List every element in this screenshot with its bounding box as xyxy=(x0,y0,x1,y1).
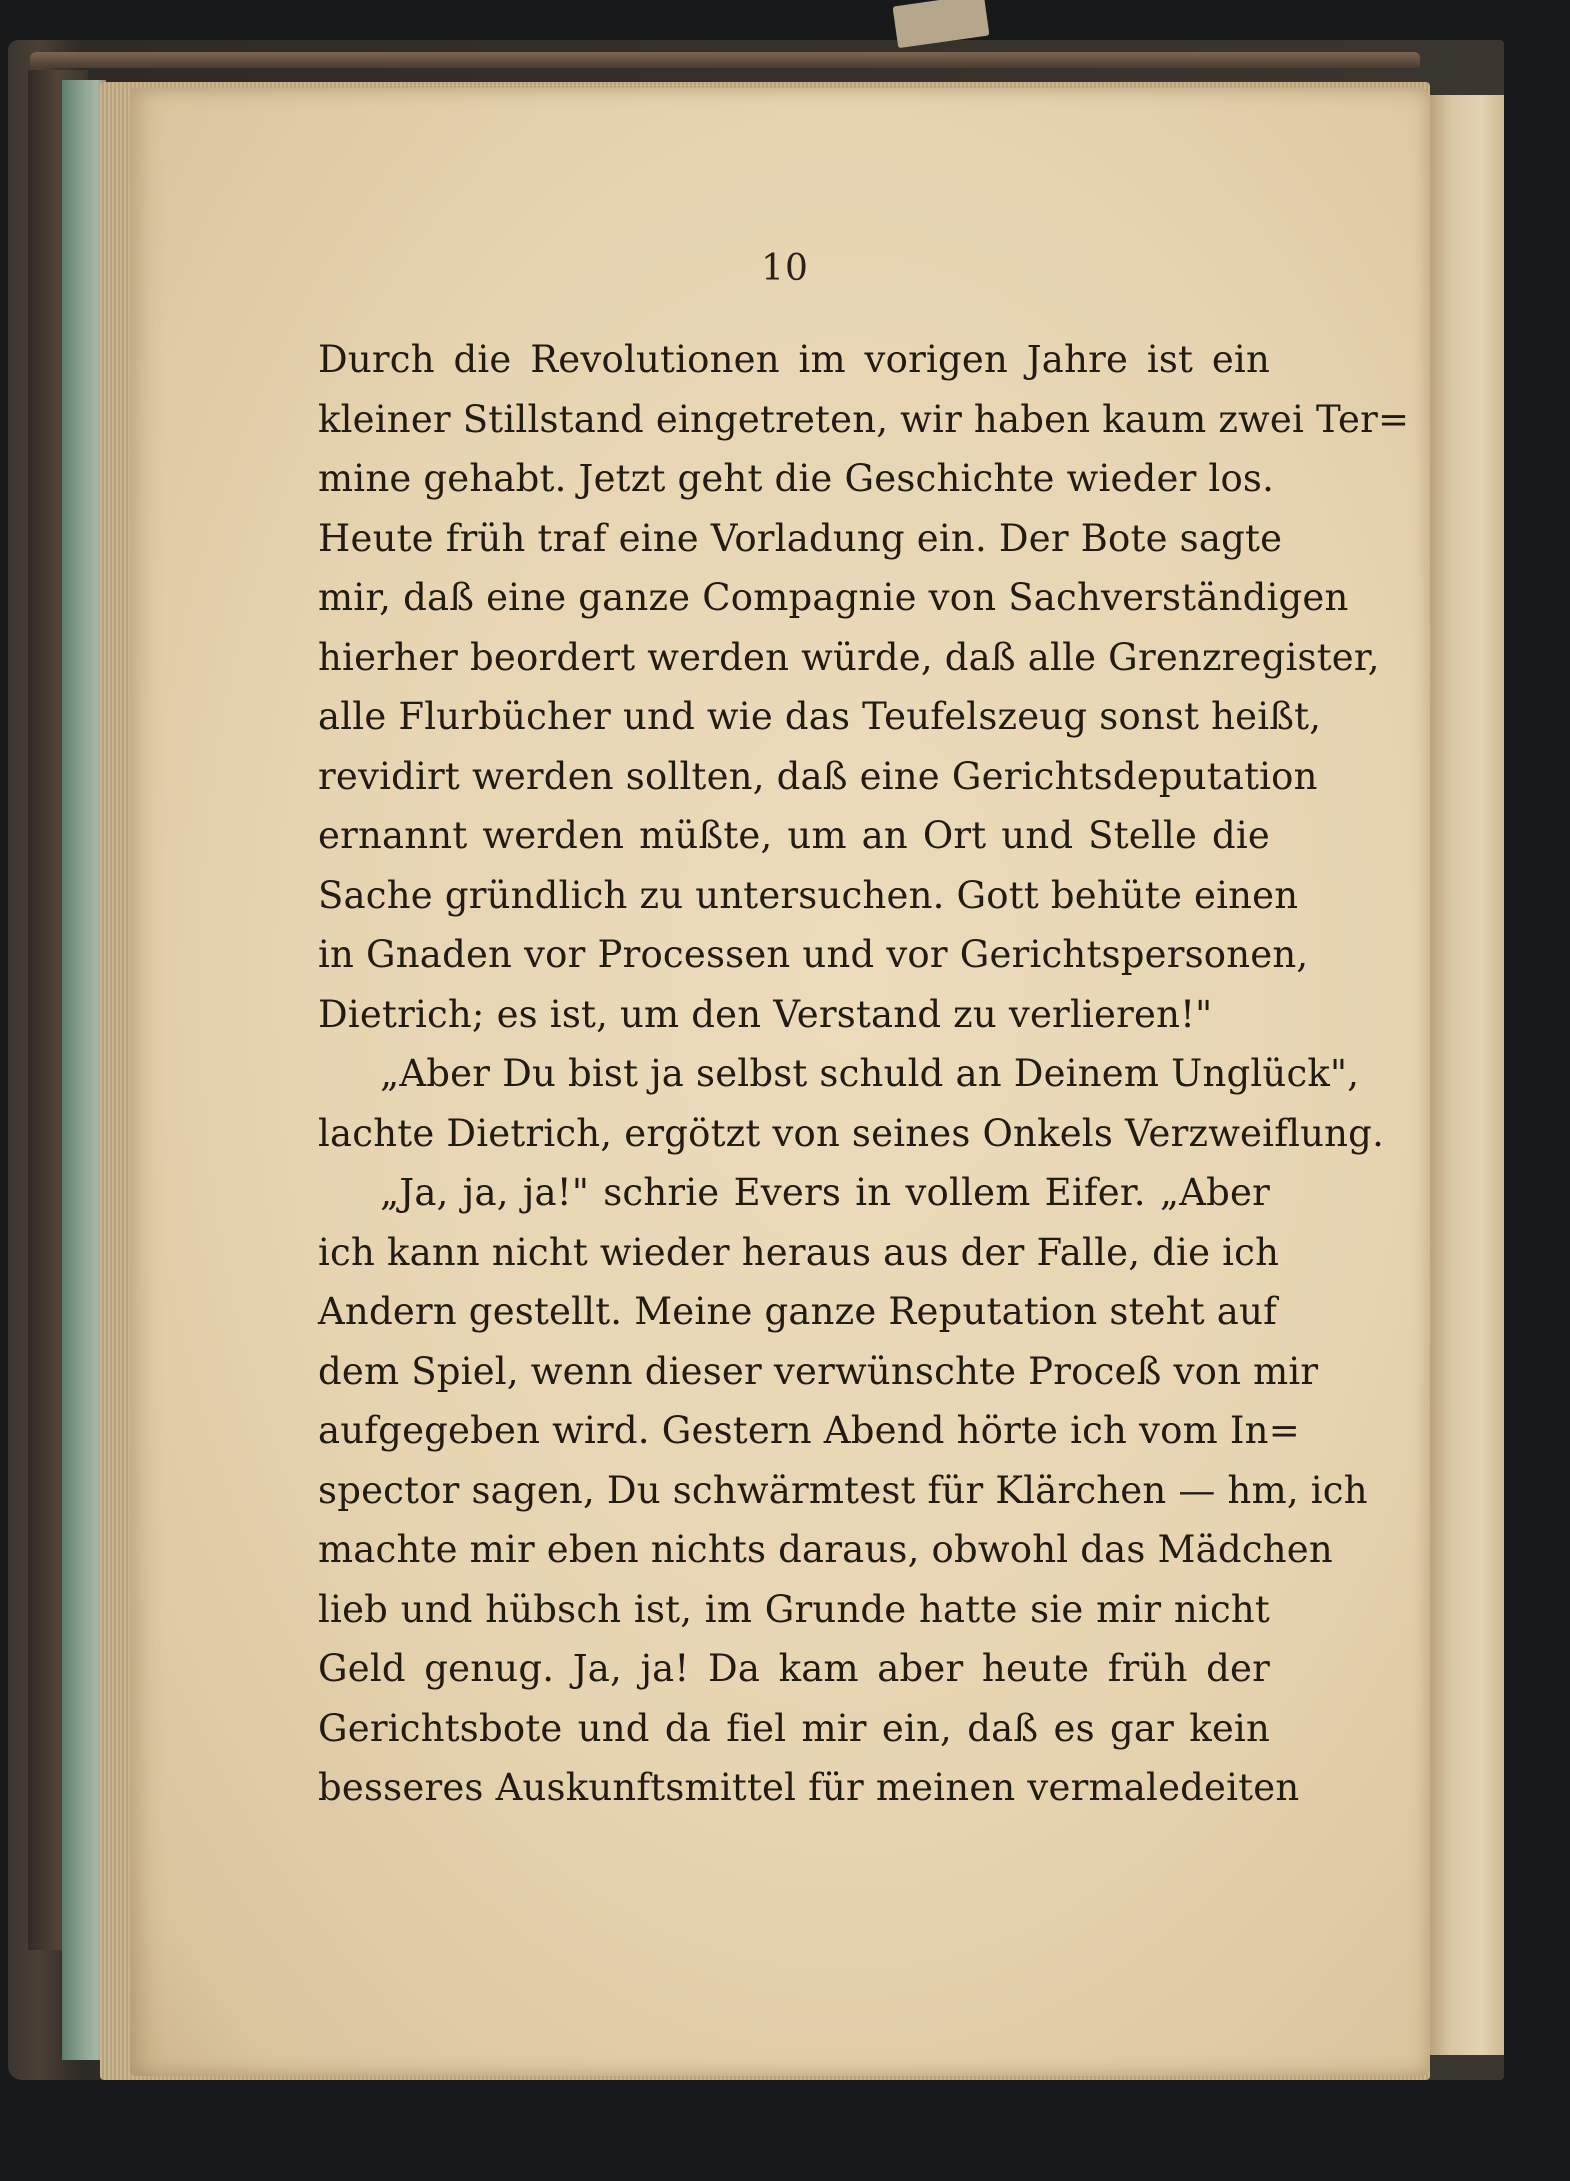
text-line: Heute früh traf eine Vorladung ein. Der Bote sagte xyxy=(318,516,1283,560)
text-line: lachte Dietrich, ergötzt von seines Onkels Verzweiflung. xyxy=(318,1111,1385,1155)
text-line: Durch die Revolutionen im vorigen Jahre ist ein xyxy=(318,338,1270,381)
text-line: dem Spiel, wenn dieser verwünschte Proceß von mir xyxy=(318,1349,1319,1393)
text-line: in Gnaden vor Processen und vor Gerichtspersonen, xyxy=(318,933,1309,976)
text-line: spector sagen, Du schwärmtest für Klärchen — hm, ich xyxy=(318,1468,1368,1512)
text-line: Andern gestellt. Meine ganze Reputation steht auf xyxy=(318,1290,1277,1333)
text-line: ich kann nicht wieder heraus aus der Falle, die ich xyxy=(318,1230,1280,1274)
text-line: ernannt werden müßte, um an Ort und Stelle die xyxy=(318,814,1270,857)
text-line: besseres Auskunftsmittel für meinen vermaledeiten xyxy=(318,1766,1300,1809)
text-line: kleiner Stillstand eingetreten, wir haben kaum zwei Ter= xyxy=(318,397,1410,441)
text-line: mine gehabt. Jetzt geht die Geschichte wieder los. xyxy=(318,457,1275,500)
text-line: Gerichtsbote und da fiel mir ein, daß es gar kein xyxy=(318,1706,1270,1750)
text-line: lieb und hübsch ist, im Grunde hatte sie mir nicht xyxy=(318,1587,1270,1631)
text-line: Sache gründlich zu untersuchen. Gott behüte einen xyxy=(318,873,1299,917)
page-number: 10 xyxy=(761,248,809,289)
text-line: machte mir eben nichts daraus, obwohl das Mädchen xyxy=(318,1528,1333,1571)
text-line: Geld genug. Ja, ja! Da kam aber heute früh der xyxy=(318,1647,1270,1690)
cover-top-edge xyxy=(30,52,1420,68)
body-text xyxy=(318,330,1410,1818)
text-line: hierher beordert werden würde, daß alle Grenzregister, xyxy=(318,635,1380,679)
text-line: revidirt werden sollten, daß eine Gerichtsdeputation xyxy=(318,754,1318,798)
text-line: aufgegeben wird. Gestern Abend hörte ich vom In= xyxy=(318,1409,1300,1452)
facing-page-edge xyxy=(1428,95,1504,2055)
text-line: „Aber Du bist ja selbst schuld an Deinem Unglück", xyxy=(380,1052,1360,1095)
text-line: Dietrich; es ist, um den Verstand zu verlieren!" xyxy=(318,992,1213,1036)
text-line: alle Flurbücher und wie das Teufelszeug sonst heißt, xyxy=(318,695,1322,738)
text-line: „Ja, ja, ja!" schrie Evers in vollem Eifer. „Aber xyxy=(380,1171,1270,1214)
text-line: mir, daß eine ganze Compagnie von Sachverständigen xyxy=(318,576,1349,619)
